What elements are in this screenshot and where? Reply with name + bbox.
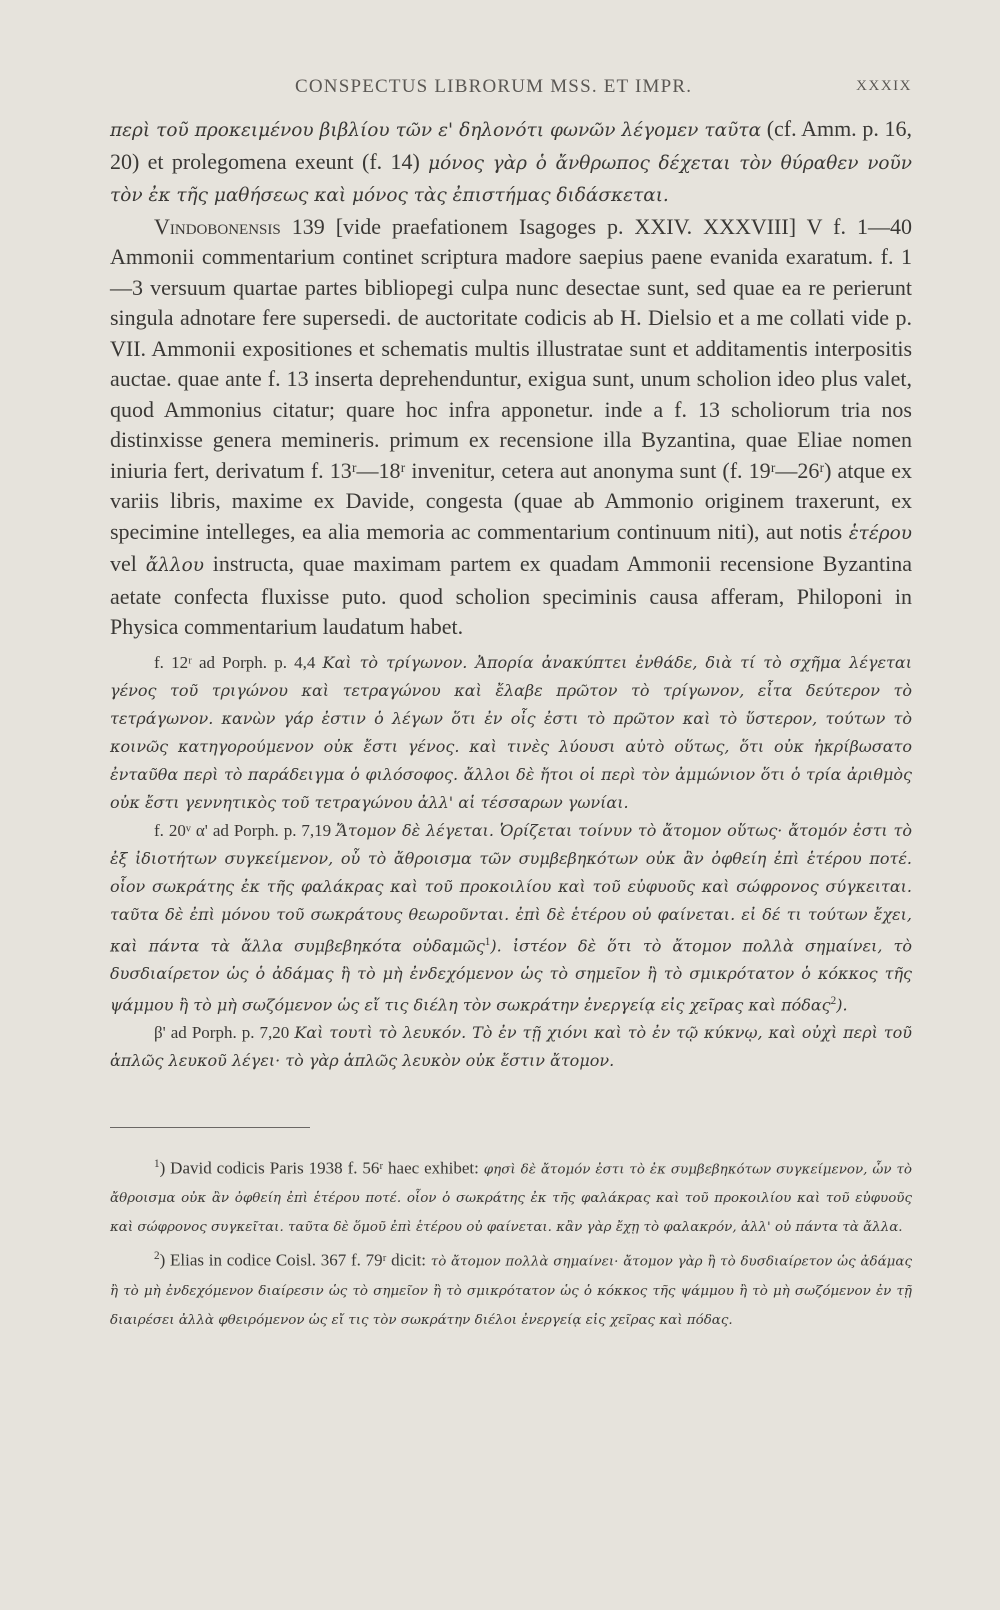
footnote-mark: 2 xyxy=(154,1250,160,1263)
scholion-ref: f. 12ʳ ad Porph. p. 4,4 xyxy=(154,652,323,672)
footnote-divider xyxy=(110,1127,310,1128)
scholion-ref: β' ad Porph. p. 7,20 xyxy=(154,1023,295,1043)
running-head-title: CONSPECTUS LIBRORUM MSS. ET IMPR. xyxy=(295,76,693,97)
page-number: XXXIX xyxy=(856,78,912,94)
footnote-ref: 2 xyxy=(830,994,837,1007)
latin-text: vel xyxy=(110,551,146,576)
footnote-greek: φησὶ δὲ ἄτομόν ἐστι τὸ ἐκ συμβεβηκότων συγκείμενον, ὧν τὸ ἄθροισμα οὐκ ἂν ὀφθείη ἐπὶ ἑτέρου ποτέ. οἷον ὁ σωκράτης ἐκ τῆς φαλάκρας καὶ τοῦ προκοιλίου καὶ τοῦ εὐφυοῦς καὶ σώφρονος συγκεῖται. ταῦτα δὲ ὅμοῦ ἐπὶ ἑτέρου οὐ φαίνεται. κἂν γὰρ ἔχῃ τὸ φαλακρόν, ἀλλ' οὐ πάντα τὰ ἄλλα. xyxy=(110,1162,912,1236)
greek-text: μόνος γὰρ ὁ ἄνθρωπος δέχεται τὸν θύραθεν νοῦν τὸν ἐκ τῆς μαθήσεως καὶ μόνος τὰς ἐπιστήμας διδάσκεται. xyxy=(110,152,912,206)
footnote-2 xyxy=(110,1242,912,1334)
scholion-text: Καὶ τουτὶ τὸ λευκόν. Τὸ ἐν τῇ χιόνι καὶ τὸ ἐν τῷ κύκνῳ, καὶ οὐχὶ περὶ τοῦ ἁπλῶς λευκοῦ λέγει· τὸ γὰρ ἁπλῶς λευκὸν οὐκ ἔστιν ἄτομον. xyxy=(110,1023,913,1071)
running-head xyxy=(110,70,912,100)
footnote-latin: ) David codicis Paris 1938 f. 56ʳ haec exhibet: xyxy=(159,1158,484,1178)
footnote-latin: ) Elias in codice Coisl. 367 f. 79ʳ dicit: xyxy=(159,1250,431,1270)
scholion-text: ). ἰστέον δὲ ὅτι τὸ ἄτομον πολλὰ σημαίνει, τὸ δυσδιαίρετον ὡς ὁ ἀδάμας ἢ τὸ μὴ ἐνδεχόμενον ὡς τὸ σημεῖον ἢ τὸ σμικρότατον ὁ κόκκος τῆς ψάμμου ἢ τὸ μὴ σωζόμενον ὡς εἴ τις διέλη τὸν σωκράτην ἐνεργείᾳ εἰς χεῖρας καὶ πόδας xyxy=(110,935,913,1015)
scholion-3 xyxy=(110,1019,912,1075)
latin-text: 139 [vide praefationem Isagoges p. XXIV. XXXVIII] V f. 1—40 Ammonii commentarium continet scriptura madore saepius paene evanida exaratum. f. 1—3 versuum quartae partes bibliopegi culpa nunc desectae sunt, sed quae ea re perierunt singula adnotare fere supersedi. de auctoritate codicis ab H. Dielsio et a me collati vide p. VII. Ammonii expositiones et schematis multis illustratae sunt et additamentis interpositis auctae. quae ante f. 13 inserta deprehenduntur, exigua sunt, unum scholion ideo plus valet, quod Ammonius citatur; quare hoc infra apponetur. inde a f. 13 scholiorum tria nos distinxisse genera memineris. primum ex recensione illa Byzantina, quae Eliae nomen iniuria fert, derivatum f. 13ʳ—18ʳ invenitur, cetera aut anonyma sunt (f. 19ʳ—26ʳ) atque ex variis libris, maxime ex Davide, congesta (quae ab Ammonio originem traxerunt, ex specimine intelleges, ea alia memoria ac commentarium continuum niti), aut notis xyxy=(110,213,912,544)
footnote-1 xyxy=(110,1150,912,1242)
scholion-text: Ἄτομον δὲ λέγεται. Ὁρίζεται τοίνυν τὸ ἄτομον οὕτως· ἄτομόν ἐστι τὸ ἐξ ἰδιοτήτων συγκείμενον, οὗ τὸ ἄθροισμα τῶν συμβεβηκότων οὐκ ἂν ὀφθείη ἐπὶ ἑτέρου ποτέ. οἷον σωκράτης ἐκ τῆς φαλάκρας καὶ τοῦ προκοιλίου καὶ τοῦ εὐφυοῦς καὶ σώφρονος σύγκειται. ταῦτα δὲ ἐπὶ μόνου τοῦ σωκράτους θεωροῦνται. ἐπὶ δὲ ἑτέρου οὐ φαίνεται. εἰ δέ τι τούτων ἔχει, καὶ πάντα τὰ ἄλλα συμβεβηκότα οὐδαμῶς xyxy=(110,820,912,955)
codex-name: Vindobonensis xyxy=(154,213,281,239)
footnotes xyxy=(110,1150,912,1335)
paragraph-prolegomena xyxy=(110,114,912,212)
footnote-ref: 1 xyxy=(484,935,491,948)
footnote-mark: 1 xyxy=(154,1158,160,1171)
latin-text: instructa, quae maximam partem ex quadam Ammonii recensione Byzantina aetate confecta fluxisse puto. quod scholion speciminis causa afferam, Philoponi in Physica commentarium laudatum habet. xyxy=(110,551,912,639)
scholion-ref: f. 20ᵛ α' ad Porph. p. 7,19 xyxy=(154,820,337,840)
scholion-1 xyxy=(110,649,912,817)
scholion-text: ). xyxy=(836,995,848,1015)
greek-word: ἄλλου xyxy=(145,555,204,576)
footnote-greek: τὸ ἄτομον πολλὰ σημαίνει· ἄτομον γὰρ ἢ τὸ δυσδιαίρετον ὡς ἀδάμας ἢ τὸ μὴ ἐνδεχόμενον διαίρεσιν ὡς τὸ σημεῖον ἢ τὸ σμικρότατον ὡς ὁ κόκκος τῆς ψάμμου ἢ τὸ μὴ σωζόμενον ἐν τῇ διαιρέσει ἀλλὰ φθειρόμενον ὡς εἴ τις τὸν σωκράτην διέλοι ἐνεργείᾳ εἰς χεῖρας καὶ πόδας. xyxy=(110,1254,912,1328)
main-text xyxy=(110,114,912,643)
latin-text: (cf. Amm. p. 16, 20) et prolegomena exeunt (f. 14) xyxy=(110,116,912,174)
scholion-text: Καὶ τὸ τρίγωνον. Ἀπορία ἀνακύπτει ἐνθάδε, διὰ τί τὸ σχῆμα λέγεται γένος τοῦ τριγώνου καὶ τετραγώνου καὶ ἔλαβε πρῶτον τὸ τρίγωνον, εἶτα δεύτερον τὸ τετράγωνον. κανὼν γάρ ἐστιν ὁ λέγων ὅτι ἐν οἷς ἐστι τὸ πρῶτον καὶ τὸ ὕστερον, τούτων τὸ κοινῶς κατηγορούμενον οὐκ ἔστι γένος. καὶ τινὲς λύουσι αὐτὸ οὕτως, ὅτι οὐκ ἠκρίβωσατο ἐνταῦθα περὶ τὸ παράδειγμα ὁ φιλόσοφος. ἄλλοι δὲ ἤτοι οἱ περὶ τὸν ἀμμώνιον ὅτι ὁ τρία ἀριθμὸς οὐκ ἔστι γεννητικὸς τοῦ τετραγώνου ἀλλ' αἱ τέσσαρων γωνίαι. xyxy=(110,652,912,812)
scholia-block xyxy=(110,649,912,1076)
greek-word: ἑτέρου xyxy=(848,522,912,544)
scholion-2 xyxy=(110,817,912,1020)
paragraph-vindobonensis xyxy=(110,212,912,643)
greek-text: περὶ τοῦ προκειμένου βιβλίου τῶν ε' δηλονότι φωνῶν λέγομεν ταῦτα xyxy=(110,120,762,141)
